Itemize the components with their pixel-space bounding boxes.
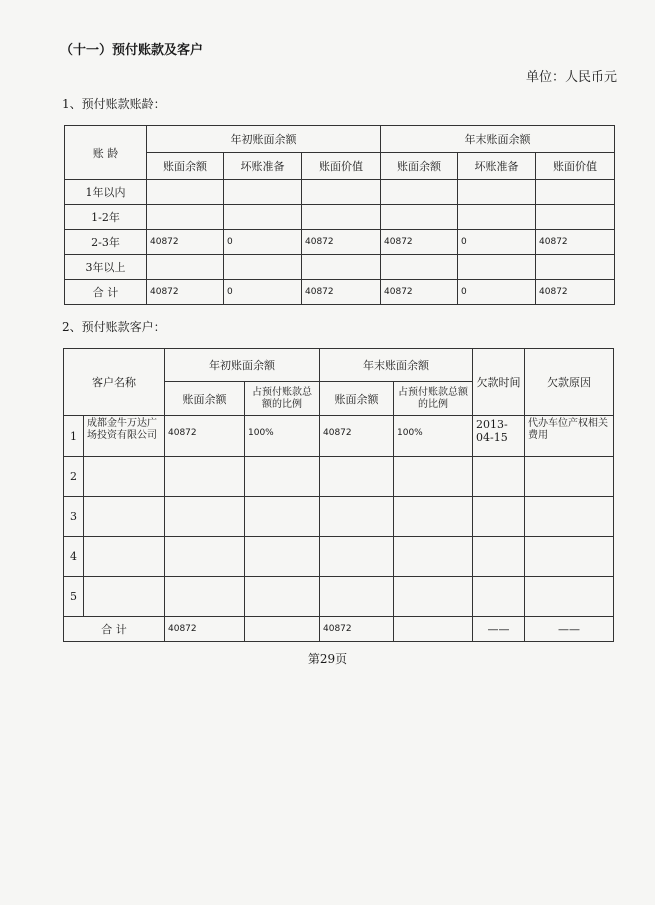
table-row	[64, 537, 614, 577]
table-cell: 40872	[536, 280, 615, 305]
table-cell	[381, 255, 458, 280]
table-cell	[320, 457, 394, 497]
table-cell	[224, 255, 302, 280]
balance-sub-header: 账面余额	[320, 382, 394, 416]
table-cell: 40872	[320, 416, 394, 457]
table-cell	[320, 577, 394, 617]
table-cell	[224, 205, 302, 230]
unit-label: 单位：人民币元	[525, 70, 617, 85]
table-cell	[458, 255, 536, 280]
table-cell: 40872	[381, 280, 458, 305]
table-cell: 40872	[381, 230, 458, 255]
table-row	[65, 255, 615, 280]
table-cell: 40872	[165, 617, 245, 642]
table-cell	[245, 617, 320, 642]
debt-time	[473, 577, 525, 617]
ratio-sub-header: 占预付账款总额的比例	[245, 382, 320, 416]
aging-group-begin: 年初账面余额	[147, 126, 381, 153]
debt-reason	[525, 497, 614, 537]
debt-reason: ——	[525, 617, 614, 642]
customer-name	[84, 577, 165, 617]
table-cell	[394, 497, 473, 537]
table-cell	[165, 577, 245, 617]
table-cell: 0	[458, 230, 536, 255]
aging-group-end: 年末账面余额	[381, 126, 615, 153]
table-cell	[320, 537, 394, 577]
row-number: 1	[64, 416, 84, 457]
aging-sub-header: 账面余额	[147, 153, 224, 180]
customer-name	[84, 497, 165, 537]
table-cell: 100%	[245, 416, 320, 457]
aging-sub-header: 账面价值	[536, 153, 615, 180]
table-cell	[394, 537, 473, 577]
customer-table	[63, 348, 614, 642]
table-cell	[245, 497, 320, 537]
row-label: 3年以上	[65, 255, 147, 280]
row-number: 3	[64, 497, 84, 537]
table-cell	[302, 255, 381, 280]
table-cell	[394, 457, 473, 497]
aging-sub-header: 坏账准备	[458, 153, 536, 180]
debt-reason	[525, 537, 614, 577]
table-cell: 0	[224, 280, 302, 305]
ratio-sub-header: 占预付账款总额的比例	[394, 382, 473, 416]
aging-sub-header: 坏账准备	[224, 153, 302, 180]
section-title: （十一）预付账款及客户	[60, 43, 204, 58]
table-cell: 40872	[147, 230, 224, 255]
table-cell: 40872	[536, 230, 615, 255]
total-label: 合 计	[64, 617, 165, 642]
table-cell	[147, 255, 224, 280]
table-row	[65, 180, 615, 205]
customer-subtitle: 2、预付账款客户：	[62, 320, 166, 334]
table-row	[64, 577, 614, 617]
table-cell	[165, 457, 245, 497]
table-row	[64, 497, 614, 537]
aging-header-label: 账 龄	[65, 126, 147, 180]
aging-subtitle: 1、预付账款账龄：	[62, 97, 166, 111]
table-cell	[536, 180, 615, 205]
table-cell: 100%	[394, 416, 473, 457]
table-cell	[245, 537, 320, 577]
debt-time-header: 欠款时间	[473, 349, 525, 416]
row-label: 2-3年	[65, 230, 147, 255]
customer-name	[84, 537, 165, 577]
debt-reason	[525, 457, 614, 497]
row-number: 4	[64, 537, 84, 577]
row-number: 2	[64, 457, 84, 497]
table-cell	[302, 205, 381, 230]
total-row	[65, 280, 615, 305]
debt-reason-header: 欠款原因	[525, 349, 614, 416]
table-row	[65, 205, 615, 230]
table-cell	[147, 180, 224, 205]
row-label: 合 计	[65, 280, 147, 305]
table-cell: 0	[458, 280, 536, 305]
debt-time	[473, 497, 525, 537]
table-cell	[394, 577, 473, 617]
table-cell	[165, 497, 245, 537]
table-cell: 40872	[320, 617, 394, 642]
debt-time	[473, 537, 525, 577]
table-cell	[147, 205, 224, 230]
table-cell	[394, 617, 473, 642]
debt-time: 2013-04-15	[473, 416, 525, 457]
customer-name: 成都金牛万达广场投资有限公司	[84, 416, 165, 457]
table-cell	[165, 537, 245, 577]
table-cell	[381, 180, 458, 205]
row-label: 1年以内	[65, 180, 147, 205]
page-number: 第29页	[307, 652, 348, 666]
table-cell: 0	[224, 230, 302, 255]
row-number: 5	[64, 577, 84, 617]
debt-time	[473, 457, 525, 497]
table-row	[65, 230, 615, 255]
row-label: 1-2年	[65, 205, 147, 230]
balance-sub-header: 账面余额	[165, 382, 245, 416]
customer-group-end: 年末账面余额	[320, 349, 473, 382]
table-cell: 40872	[165, 416, 245, 457]
table-cell	[536, 205, 615, 230]
table-cell	[245, 577, 320, 617]
table-cell	[245, 457, 320, 497]
table-cell: 40872	[147, 280, 224, 305]
aging-sub-header: 账面余额	[381, 153, 458, 180]
table-cell	[320, 497, 394, 537]
aging-sub-header: 账面价值	[302, 153, 381, 180]
table-cell: 40872	[302, 230, 381, 255]
table-row	[64, 416, 614, 457]
table-cell	[458, 205, 536, 230]
aging-table	[64, 125, 615, 305]
customer-name	[84, 457, 165, 497]
debt-time: ——	[473, 617, 525, 642]
total-row	[64, 617, 614, 642]
table-cell	[458, 180, 536, 205]
debt-reason: 代办车位产权相关费用	[525, 416, 614, 457]
table-cell	[302, 180, 381, 205]
table-cell	[224, 180, 302, 205]
customer-name-header: 客户名称	[64, 349, 165, 416]
table-cell	[381, 205, 458, 230]
customer-group-begin: 年初账面余额	[165, 349, 320, 382]
debt-reason	[525, 577, 614, 617]
table-cell: 40872	[302, 280, 381, 305]
table-cell	[536, 255, 615, 280]
table-row	[64, 457, 614, 497]
